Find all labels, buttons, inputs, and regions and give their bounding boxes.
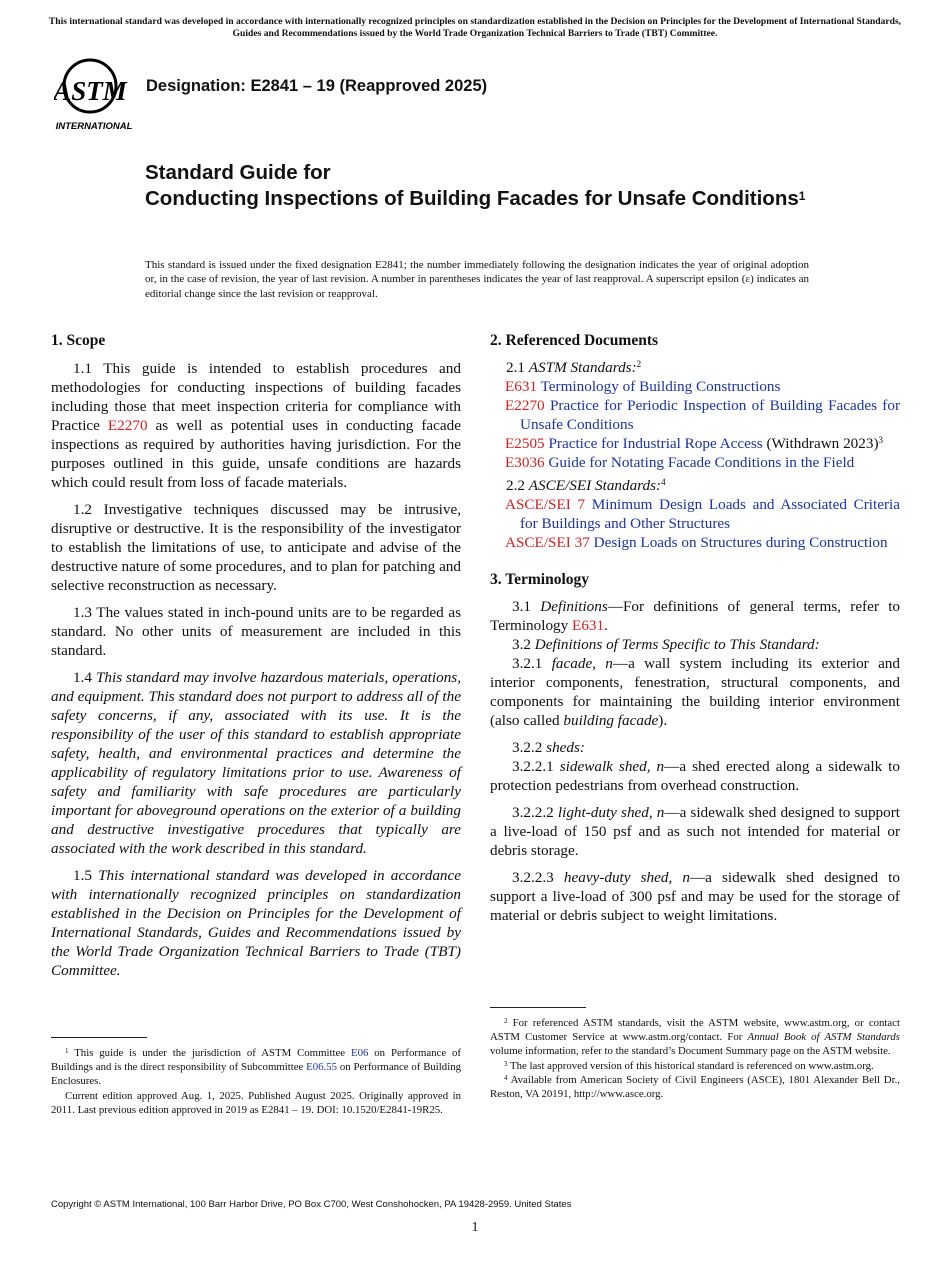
logo-wordmark: ASTM [54, 76, 127, 106]
title-main: Conducting Inspections of Building Facades for Unsafe Conditions [145, 187, 799, 210]
scope-heading: 1. Scope [51, 332, 106, 349]
term-3-2 [490, 635, 900, 654]
ref-asce-7[interactable] [490, 495, 900, 533]
ref-e3036[interactable] [490, 453, 900, 472]
left-column [51, 331, 461, 980]
scope-1-4 [51, 668, 461, 858]
ref-title[interactable]: Design Loads on Structures during Construction [593, 534, 888, 551]
term-3-2-1-num: 3.2.1 [512, 655, 552, 672]
footnote-1 [51, 1046, 461, 1089]
page-number: 1 [471, 1220, 479, 1235]
link-e06-55[interactable]: E06.55 [306, 1061, 338, 1074]
footnote-rule-right [490, 1007, 586, 1008]
footnote-1-text-b: on Performance of Buildings and is the direct responsibility of Subcommittee [51, 1047, 462, 1074]
term-3-2-2-3-text: —a sidewalk shed designed to support a live-load of 300 psf and may be used for the storage of material or debris subject to weight limitations. [490, 869, 900, 924]
title-line-2 [145, 186, 845, 212]
term-3-2-2-term: sheds: [546, 739, 585, 756]
term-3-2-2-1-term: sidewalk shed, n [559, 758, 665, 775]
term-3-2-2-3-num: 3.2.2.3 [512, 869, 564, 886]
term-3-2-2-1-text: —a shed erected along a sidewalk to protection pedestrians from overhead construction. [490, 758, 900, 794]
astm-standards-label [490, 358, 900, 377]
footnote-rule-left [51, 1037, 147, 1038]
term-3-1-num: 3.1 [512, 598, 541, 615]
scope-1-1-text-a: 1.1 This guide is intended to establish procedures and methodologies for conducting inspections of building facades including those that meet inspection criteria for compliance with Practice [51, 360, 461, 434]
astm-label-mark: 2 [636, 359, 642, 369]
term-3-2-1-text: —a wall system including its exterior and interior components, fenestration, structural components, and components for maintaining the building interior environment (also called [490, 655, 900, 729]
term-3-2-2-1-num: 3.2.2.1 [512, 758, 560, 775]
term-3-2-2-num: 3.2.2 [512, 739, 547, 756]
edition-note: Current edition approved Aug. 1, 2025. Published August 2025. Originally approved in 2011. Last previous edition approved in 2019 as E2841 – 19. DOI: 10.1520/E2841-19R25. [51, 1089, 461, 1116]
footnotes-left [51, 1046, 461, 1117]
term-3-1-end: . [604, 617, 608, 634]
scope-1-3: 1.3 The values stated in inch-pound units are to be regarded as standard. No other units of measurement are included in this standard. [51, 604, 461, 659]
ref-asce-37[interactable] [490, 533, 900, 552]
ref-code[interactable]: ASCE/SEI 7 [505, 496, 586, 513]
link-e631[interactable]: E631 [572, 617, 605, 634]
ref-mark: 3 [878, 435, 883, 445]
term-3-2-1-end: ). [658, 712, 668, 729]
footnote-4-text: Available from American Society of Civil Engineers (ASCE), 1801 Alexander Bell Dr., Reston, VA 20191, http://www.asce.org. [490, 1073, 900, 1101]
ref-code[interactable]: E2270 [505, 397, 545, 414]
ref-e2270[interactable] [490, 396, 900, 434]
term-3-2-2-1 [490, 757, 900, 795]
footnote-4-mark: 4 [504, 1073, 508, 1082]
term-3-1-text: —For definitions of general terms, refer to Terminology [490, 598, 901, 634]
footnote-2-text-b: volume information, refer to the standard’s Document Summary page on the ASTM website. [490, 1045, 891, 1058]
ref-title[interactable]: Terminology of Building Constructions [540, 378, 781, 395]
astm-label-text: ASTM Standards: [528, 359, 637, 376]
copyright: Copyright © ASTM International, 100 Barr Harbor Drive, PO Box C700, West Conshohocken, PA 19428-2959. United States [51, 1199, 572, 1210]
scope-1-5-text: This international standard was developed in accordance with internationally recognized principles on standardization established in the Decision on Principles for the Development of International Standards, Guides and Recommendations issued by the World Trade Organization Technical Barriers to Trade (TBT) Committee. [51, 867, 462, 979]
ref-withdrawn: (Withdrawn 2023) [766, 435, 879, 452]
scope-1-5 [51, 866, 461, 980]
ref-title[interactable]: Practice for Industrial Rope Access [548, 435, 763, 452]
top-notice: This international standard was developed in accordance with internationally recognized principles on standardization established in the Decision on Principles for the Development of International Standards, Guides and Recommendations issued by the World Trade Organization Technical Barriers to Trade (TBT) Committee. [48, 16, 902, 39]
ref-code[interactable]: E2505 [505, 435, 545, 452]
scope-1-4-num: 1.4 [73, 669, 96, 686]
footnotes-right [490, 1016, 900, 1101]
asce-label-mark: 4 [661, 477, 666, 487]
ref-code[interactable]: E631 [505, 378, 538, 395]
document-title [145, 160, 845, 212]
footnote-3-mark: 3 [504, 1059, 508, 1068]
astm-logo-icon [54, 56, 136, 132]
ref-title[interactable]: Guide for Notating Facade Conditions in the Field [548, 454, 855, 471]
scope-1-1-text-b: as well as potential uses in conducting facade inspections as required by authorities having jurisdiction. For the purposes outlined in this guide, unsafe conditions are hazards which could result from loss of facade materials. [51, 417, 461, 491]
footnote-2-text-a: For referenced ASTM standards, visit the ASTM website, www.astm.org, or contact ASTM Customer Service at www.astm.org/contact. For [490, 1017, 900, 1044]
term-3-2-2-2-num: 3.2.2.2 [512, 804, 558, 821]
ref-code[interactable]: ASCE/SEI 37 [505, 534, 590, 551]
footnote-3 [490, 1059, 900, 1073]
term-3-2-1-term: facade, n [551, 655, 613, 672]
ref-e631[interactable] [490, 377, 900, 396]
link-e06[interactable]: E06 [350, 1047, 369, 1059]
term-3-1-term: Definitions [540, 598, 608, 615]
issuance-note: This standard is issued under the fixed designation E2841; the number immediately following the designation indicates the year of original adoption or, in the case of revision, the year of last revision. A number in parentheses indicates the year of last reapproval. A superscript epsilon (ε) indicates an editorial change since the last revision or reapproval. [145, 259, 809, 300]
term-3-2-1 [490, 654, 900, 730]
footnote-2-em: Annual Book of ASTM Standards [747, 1031, 900, 1044]
term-3-2-2-3 [490, 868, 900, 925]
logo-subtext: INTERNATIONAL [55, 121, 133, 132]
link-e2270[interactable]: E2270 [107, 417, 148, 434]
astm-logo [54, 56, 136, 132]
scope-1-5-num: 1.5 [73, 867, 99, 884]
footnote-1-mark: 1 [65, 1047, 69, 1055]
asce-label-num: 2.2 [506, 477, 529, 494]
term-3-2-1-alt: building facade [563, 712, 659, 729]
ref-code[interactable]: E3036 [505, 454, 545, 471]
referenced-heading: 2. Referenced Documents [490, 332, 659, 349]
term-3-1 [490, 597, 900, 635]
footnote-4 [490, 1073, 900, 1101]
footnote-1-text-a: This guide is under the jurisdiction of ASTM Committee [68, 1047, 351, 1059]
title-footnote-mark: 1 [798, 189, 806, 203]
ref-title[interactable]: Minimum Design Loads and Associated Criteria for Buildings and Other Structures [520, 496, 901, 532]
scope-1-4-text: This standard may involve hazardous materials, operations, and equipment. This standard does not purport to address all of the safety concerns, if any, associated with its use. It is the responsibility of the user of this standard to establish appropriate safety, health, and environmental practices and determine the applicability of regulatory limitations prior to use. Awareness of safety and familiarity with safe procedures are particularly important for aboveground operations on the exterior of a building and destructive investigative procedures that typically are associated with the work described in this standard. [51, 669, 462, 857]
footnote-2-mark: 2 [504, 1017, 508, 1025]
footnote-2 [490, 1016, 900, 1059]
designation: Designation: E2841 – 19 (Reapproved 2025) [146, 77, 488, 95]
term-3-2-2-2-term: light-duty shed, n [557, 804, 665, 821]
terminology-heading: 3. Terminology [490, 571, 590, 588]
term-3-2-2-2-text: —a sidewalk shed designed to support a live-load of 150 psf and as such not intended for material or debris storage. [490, 804, 901, 859]
title-line-1: Standard Guide for [145, 161, 331, 184]
term-3-2-2-2 [490, 803, 900, 860]
astm-label-num: 2.1 [506, 359, 529, 376]
term-3-2-num: 3.2 [512, 636, 535, 653]
footnote-1-text-c: on Performance of Building Enclosures. [51, 1061, 461, 1088]
footnote-3-text: The last approved version of this historical standard is referenced on www.astm.org. [507, 1059, 874, 1072]
ref-title[interactable]: Practice for Periodic Inspection of Building Facades for Unsafe Conditions [520, 397, 901, 433]
asce-label-text: ASCE/SEI Standards: [528, 477, 662, 494]
asce-standards-label [490, 476, 900, 495]
term-3-2-2-3-term: heavy-duty shed, n [563, 869, 690, 886]
term-3-2-text: Definitions of Terms Specific to This Standard: [534, 636, 820, 653]
term-3-2-2 [490, 738, 900, 757]
scope-1-1 [51, 359, 461, 492]
right-column [490, 331, 900, 925]
ref-e2505[interactable] [490, 434, 900, 453]
scope-1-2: 1.2 Investigative techniques discussed may be intrusive, disruptive or destructive. It is the responsibility of the investigator to establish the limitations of use, to anticipate and advise of the destructive nature of some procedures, and to plan for patching and selective reconstruction as necessary. [51, 501, 461, 594]
